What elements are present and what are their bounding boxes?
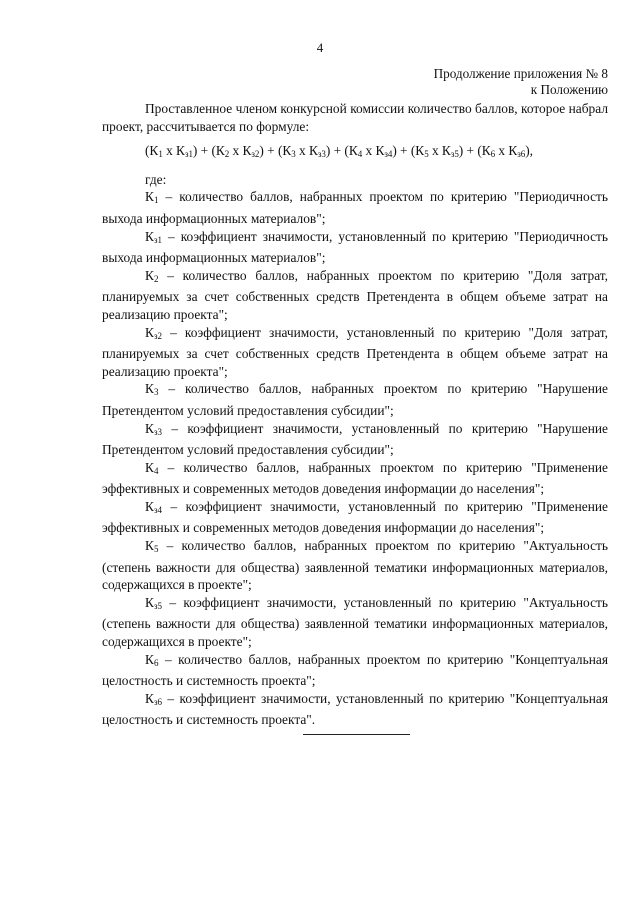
intro-paragraph: Проставленное членом конкурсной комиссии количество баллов, которое набрал проект, рассчитывается по формуле:: [102, 101, 608, 134]
definition-item: $К_{з6}$ – коэффициент значимости, установленный по критерию "Концептуальная целостность и системность проекта".: [102, 690, 608, 728]
formula-plus: +: [267, 143, 275, 159]
definition-item: $К_2$ – количество баллов, набранных проектом по критерию "Доля затрат, планируемых за счет собственных средств Претендента в общем объеме затрат на реализацию проекта";: [102, 267, 608, 322]
formula-plus: +: [466, 143, 475, 159]
formula-plus: +: [333, 143, 342, 159]
definition-item: $К_{з5}$ – коэффициент значимости, установленный по критерию "Актуальность (степень важности для общества) заявленной тематики информационных материалов, содержащихся в проекте";: [102, 594, 608, 650]
where-label: где:: [145, 171, 167, 187]
definition-item: $К_4$ – количество баллов, набранных проектом по критерию "Применение эффективных и современных методов доведения информации до населения";: [102, 459, 608, 497]
closing-divider: [303, 734, 410, 735]
definition-item: $К_{з3}$ – коэффициент значимости, установленный по критерию "Нарушение Претендентом условий предоставления субсидии";: [102, 420, 608, 458]
formula-plus: +: [200, 143, 209, 159]
formula-term: ($К_2$ x $К_{з2}$): [211, 143, 264, 160]
appendix-line-2: к Положению: [530, 82, 608, 97]
formula-term: ($К_6$ x $К_{з6}$): [477, 143, 530, 160]
appendix-line-1: Продолжение приложения № 8: [433, 66, 608, 81]
definition-item: $К_{з1}$ – коэффициент значимости, установленный по критерию "Периодичность выхода информационных материалов";: [102, 228, 608, 266]
definition-item: $К_5$ – количество баллов, набранных проектом по критерию "Актуальность (степень важности для общества) заявленной тематики информационных материалов, содержащихся в проекте";: [102, 538, 608, 593]
document-body: [102, 100, 608, 729]
formula-end: ,: [529, 143, 533, 159]
formula-term: ($К_5$ x $К_{з5}$): [410, 143, 464, 160]
page-number: 4: [316, 40, 324, 55]
definition-item: $К_6$ – количество баллов, набранных проектом по критерию "Концептуальная целостность и системность проекта";: [102, 651, 608, 689]
formula-plus: +: [400, 143, 408, 159]
definition-item: $К_{з4}$ – коэффициент значимости, установленный по критерию "Применение эффективных и современных методов доведения информации до населения";: [102, 498, 608, 536]
definition-item: $К_3$ – количество баллов, набранных проектом по критерию "Нарушение Претендентом условий предоставления субсидии";: [102, 381, 608, 418]
definition-item: $К_{з2}$ – коэффициент значимости, установленный по критерию "Доля затрат, планируемых за счет собственных средств Претендента в общем объеме затрат на реализацию проекта";: [102, 324, 608, 379]
formula-term: ($К_3$ x $К_{з3}$): [277, 143, 331, 160]
definition-item: $К_1$ – количество баллов, набранных проектом по критерию "Периодичность выхода информационных материалов";: [102, 189, 608, 226]
appendix-header: [434, 66, 608, 98]
formula: [102, 142, 608, 164]
formula-term: ($К_1$ x $К_{з1}$): [145, 143, 198, 160]
formula-term: ($К_4$ x $К_{з4}$): [344, 143, 397, 160]
